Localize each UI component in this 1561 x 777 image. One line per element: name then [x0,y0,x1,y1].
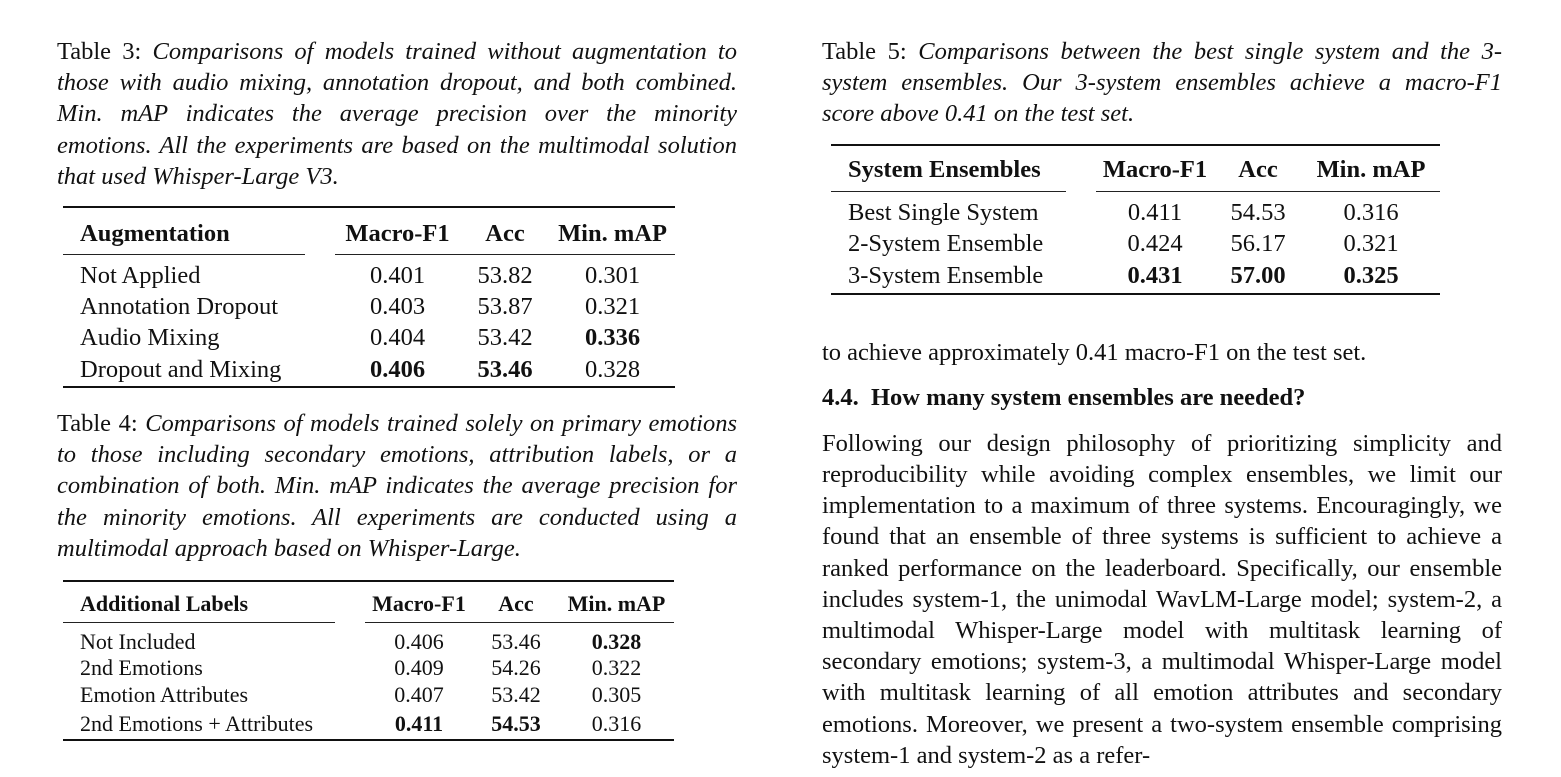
row-label: 3-System Ensemble [848,262,1044,290]
row-label: 2nd Emotions [80,655,203,681]
table3-label: Table 3: [57,38,142,65]
macro-f1-value: 0.411 [1127,199,1183,227]
min-map-value: 0.322 [591,655,642,681]
macro-f1-value: 0.431 [1127,262,1183,290]
table5-header-min-map: Min. mAP [1302,146,1440,192]
table-row [831,192,1440,229]
table3-caption-text: Comparisons of models trained without augmentation to those with audio mixing, annotation dropout, and both combined. Min. mAP indicates the average precision over the minority emotions. All the experiments are based on the multimodal solution that used Whisper-Large V3. [57,38,737,190]
left-column [57,36,737,741]
acc-value: 56.17 [1230,230,1286,258]
min-map-value: 0.336 [584,323,641,351]
table3 [63,206,675,388]
table-row [63,682,674,709]
table4-header-additional-labels: Additional Labels [63,582,335,622]
macro-f1-value: 0.407 [394,682,444,708]
table-row [63,622,674,655]
row-label: 2nd Emotions + Attributes [80,710,314,736]
table-row [63,322,675,353]
table3-header-augmentation: Augmentation [63,208,305,254]
table5-label: Table 5: [822,38,907,65]
acc-value: 53.42 [477,323,533,351]
row-label: Not Included [80,628,196,654]
table4-label: Table 4: [57,410,138,438]
continuation-text: to achieve approximately 0.41 macro-F1 on the test set. [822,338,1367,366]
min-map-value: 0.316 [1343,199,1399,227]
table5 [831,144,1440,295]
macro-f1-value: 0.424 [1127,230,1183,258]
acc-value: 53.46 [491,628,541,654]
min-map-value: 0.301 [584,261,641,289]
right-column [822,36,1502,771]
table4-caption [57,408,737,564]
acc-value: 57.00 [1230,262,1286,290]
row-label: Not Applied [80,261,201,289]
min-map-value: 0.328 [584,355,641,383]
acc-value: 53.82 [477,261,533,289]
table5-header-macro-f1: Macro-F1 [1096,146,1214,192]
min-map-value: 0.325 [1343,262,1399,290]
table-row [63,655,674,682]
acc-value: 53.42 [491,682,541,708]
table5-caption-text: Comparisons between the best single system and the 3-system ensembles. Our 3-system ensembles achieve a macro-F1 score above 0.41 on the test set. [822,38,1503,128]
min-map-value: 0.328 [591,628,642,654]
macro-f1-value: 0.411 [394,710,444,736]
macro-f1-value: 0.403 [369,292,426,320]
row-label: Emotion Attributes [80,682,249,708]
macro-f1-value: 0.406 [369,355,426,383]
table-row [63,291,675,322]
macro-f1-value: 0.406 [394,628,444,654]
section-title: How many system ensembles are needed? [871,383,1306,411]
table-row [831,260,1440,293]
row-label: Best Single System [848,199,1039,227]
macro-f1-value: 0.401 [369,261,426,289]
acc-value: 53.46 [477,355,533,383]
acc-value: 54.53 [1230,199,1286,227]
table4 [63,580,674,741]
table-row [63,353,675,386]
min-map-value: 0.316 [591,710,642,736]
table4-header-min-map: Min. mAP [559,582,674,622]
table3-header-acc: Acc [460,208,550,254]
min-map-value: 0.321 [1343,230,1399,258]
table4-header-macro-f1: Macro-F1 [365,582,473,622]
table-row [831,229,1440,260]
table-row [63,254,675,291]
table4-caption-text: Comparisons of models trained solely on primary emotions to those including secondary emotions, attribution labels, or a combination of both. Min. mAP indicates the average precision for the minority emotions. All experiments are conducted using a multimodal approach based on Whisper-Large. [57,410,737,562]
table5-caption [822,36,1502,130]
table5-header-system-ensembles: System Ensembles [831,146,1066,192]
acc-value: 54.26 [491,655,541,681]
row-label: Annotation Dropout [80,292,279,320]
acc-value: 53.87 [477,292,533,320]
table3-caption [57,36,737,192]
row-label: Audio Mixing [80,323,220,351]
table-row [63,709,674,739]
acc-value: 54.53 [491,710,541,736]
table3-header-min-map: Min. mAP [550,208,675,254]
section-number: 4.4. [822,383,859,411]
macro-f1-value: 0.409 [394,655,444,681]
min-map-value: 0.305 [591,682,642,708]
row-label: Dropout and Mixing [80,355,282,383]
row-label: 2-System Ensemble [848,230,1044,258]
table4-header-acc: Acc [473,582,559,622]
table5-header-acc: Acc [1214,146,1302,192]
table3-header-macro-f1: Macro-F1 [335,208,460,254]
section-heading [822,384,1502,412]
min-map-value: 0.321 [584,292,641,320]
body-paragraph: Following our design philosophy of prioritizing simplicity and reproducibility while avoiding complex ensembles, we limit our implementation to a maximum of three systems. Encouragingly, we found that an ensemble of three systems is sufficient to achieve a ranked performance on the leaderboard. Specifically, our ensemble includes system-1, the unimodal WavLM-Large model; system-2, a multimodal Whisper-Large model with multitask learning of secondary emotions; system-3, a multimodal Whisper-Large model with multitask learning of all emotion attributes and secondary emotions. Moreover, we present a two-system ensemble comprising system-1 and system-2 as a refer- [822,429,1502,769]
macro-f1-value: 0.404 [369,323,426,351]
